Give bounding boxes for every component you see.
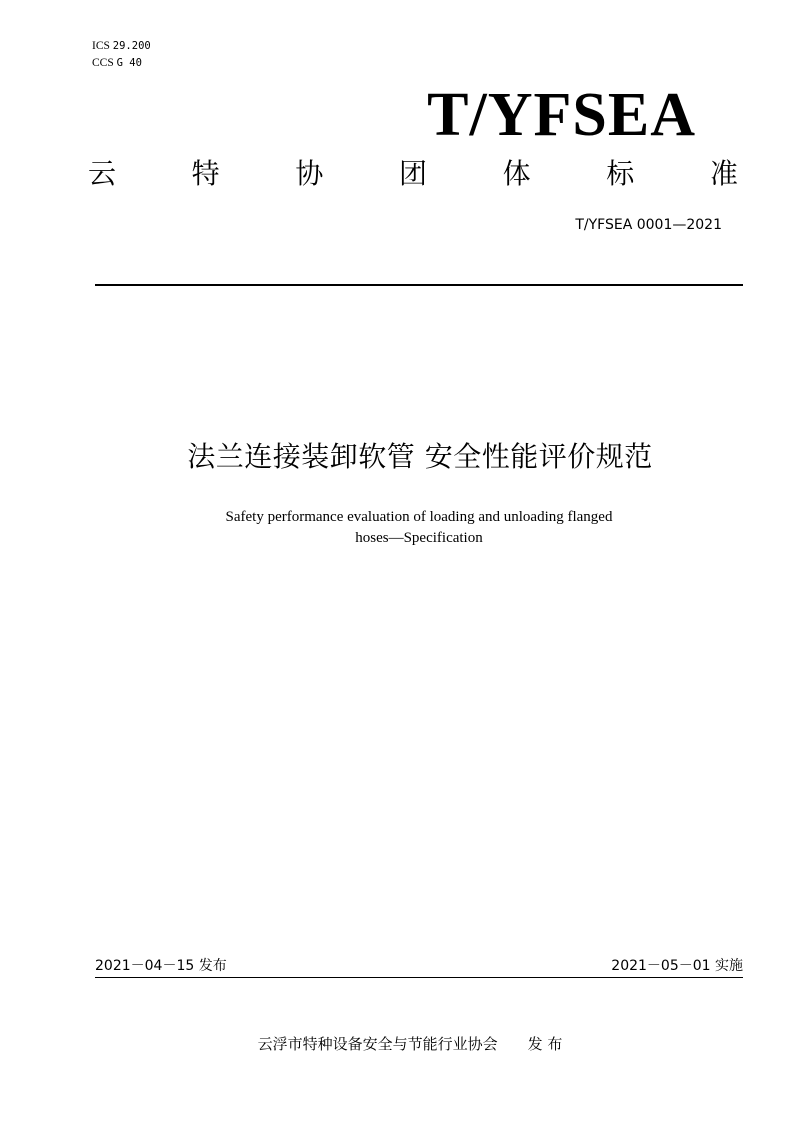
english-title-line: Safety performance evaluation of loading and unloading flanged xyxy=(225,509,613,525)
ics-code: 29.200 xyxy=(112,40,151,52)
standard-type-char: 标 xyxy=(606,157,635,190)
ics-label: ICS xyxy=(92,40,110,52)
issue-label: 发 布 xyxy=(527,1035,563,1053)
standard-type-char: 准 xyxy=(709,157,738,190)
header-divider xyxy=(95,284,743,286)
document-title-chinese: 法兰连接装卸软管 安全性能评价规范 xyxy=(187,440,653,473)
standard-type-char: 云 xyxy=(88,157,117,190)
ics-line xyxy=(92,38,151,55)
ccs-label: CCS xyxy=(92,57,114,69)
classification-codes xyxy=(92,38,151,72)
document-title-english xyxy=(0,507,800,549)
footer-divider xyxy=(95,977,743,978)
standard-type xyxy=(88,154,738,194)
publish-date: 2021－04－15 发布 xyxy=(95,958,227,974)
ccs-code: G 40 xyxy=(116,57,142,69)
standard-number: T/YFSEA 0001—2021 xyxy=(575,217,722,233)
standard-type-char: 团 xyxy=(398,157,427,190)
standard-logo: T/YFSEA xyxy=(427,81,696,149)
implement-date: 2021－05－01 实施 xyxy=(611,958,743,974)
english-title-line: hoses—Specification xyxy=(355,530,483,546)
issuer-name: 云浮市特种设备安全与节能行业协会 xyxy=(257,1035,498,1053)
standard-type-char: 协 xyxy=(295,157,324,190)
ccs-line xyxy=(92,55,151,72)
standard-type-char: 体 xyxy=(502,157,531,190)
standard-type-char: 特 xyxy=(191,157,220,190)
issuer-line xyxy=(0,1033,800,1054)
